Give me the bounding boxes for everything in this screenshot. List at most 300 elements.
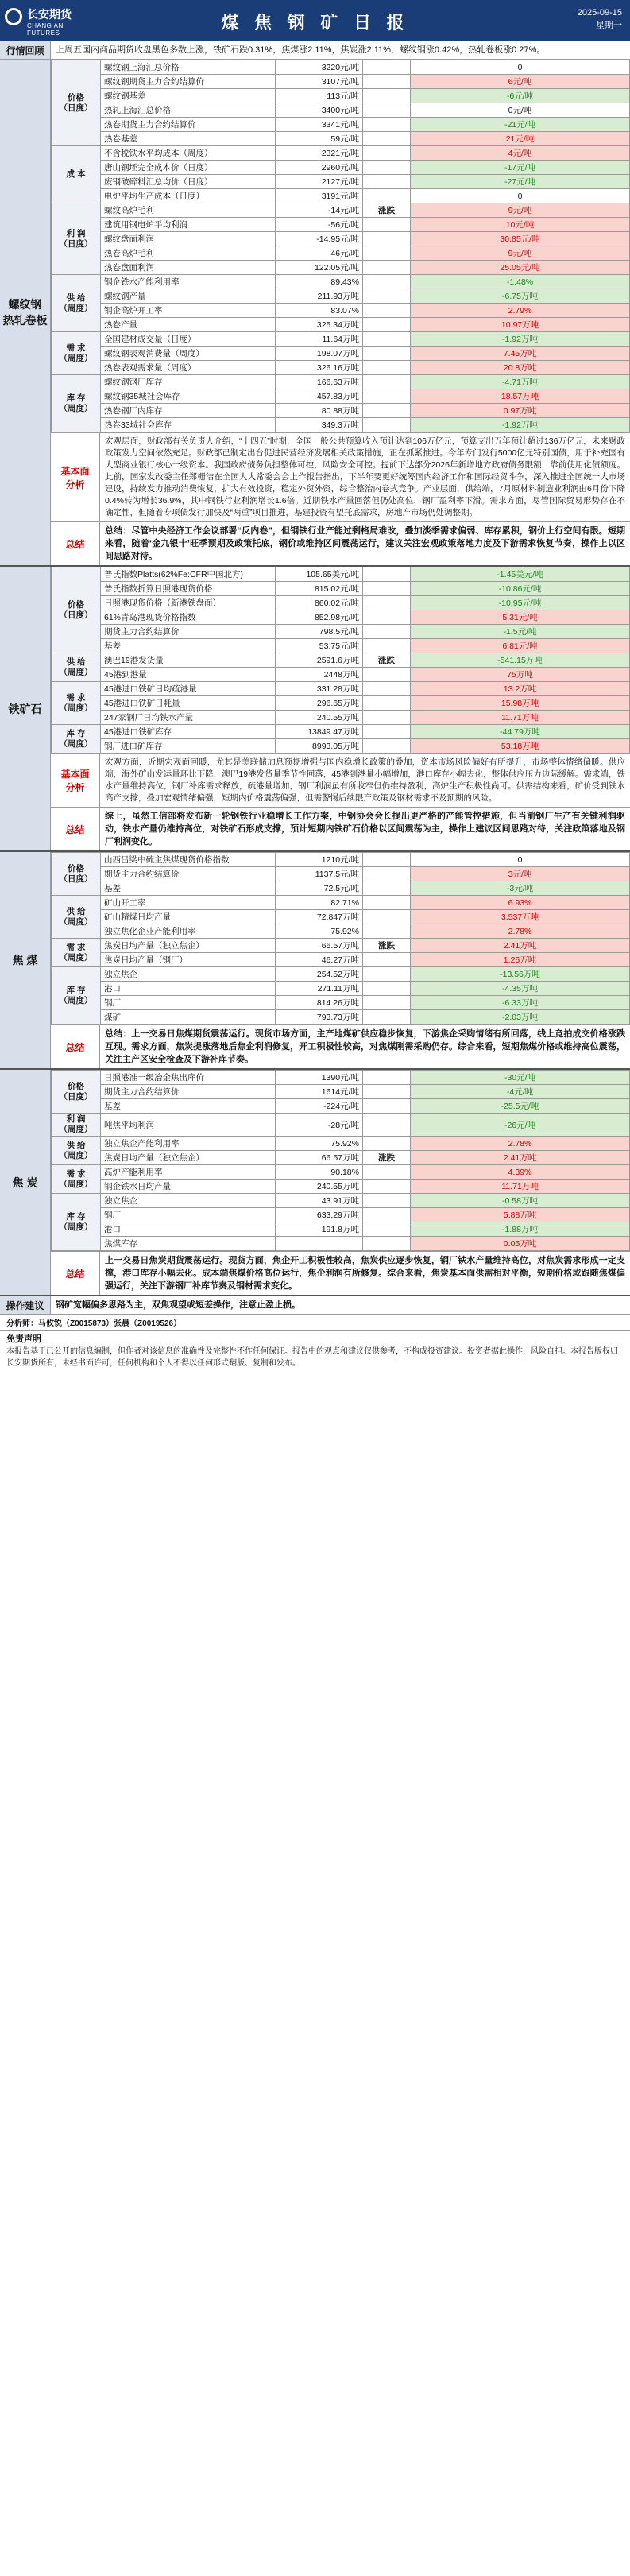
change-cell: 0 [411, 189, 630, 203]
change-cell: -27元/吨 [411, 175, 630, 189]
value-cell: 89.43% [276, 275, 363, 289]
change-cell: -13.56万吨 [411, 967, 630, 982]
indicator-cell: 热卷钢厂内库存 [101, 404, 276, 418]
indicator-cell: 普氏指数折算日照港现货价格 [101, 582, 276, 596]
value-cell: 2591.6万吨 [276, 653, 363, 668]
trend-cell [363, 232, 411, 246]
value-cell: 793.73万吨 [276, 1010, 363, 1025]
value-cell: 2448万吨 [276, 668, 363, 682]
value-cell: 66.57万吨 [276, 939, 363, 953]
trend-cell [363, 1194, 411, 1208]
indicator-cell: 电炉平均生产成本（日度） [101, 189, 276, 203]
section-label: 铁矿石 [0, 567, 51, 850]
trend-cell [363, 1099, 411, 1114]
value-cell: -56元/吨 [276, 218, 363, 232]
change-cell: -1.92万吨 [411, 332, 630, 347]
trend-cell [363, 1222, 411, 1237]
category-cell: 利 润 （日度） [52, 203, 101, 275]
table-row [52, 1099, 630, 1114]
indicator-cell: 不含税铁水平均成本（周度） [101, 146, 276, 161]
indicator-cell: 247家钢厂日均铁水产量 [101, 711, 276, 725]
indicator-cell: 建筑用钢电炉平均利润 [101, 218, 276, 232]
value-cell: 633.29万吨 [276, 1208, 363, 1222]
indicator-cell: 61%青岛港现货价格指数 [101, 610, 276, 625]
trend-cell [363, 361, 411, 375]
value-cell: 59元/吨 [276, 132, 363, 146]
value-cell: 1614元/吨 [276, 1085, 363, 1099]
disclaimer-title: 免责声明 [6, 1334, 41, 1344]
table-row [52, 132, 630, 146]
indicator-cell: 独立焦企 [101, 967, 276, 982]
value-cell: 83.07% [276, 304, 363, 318]
table-row [52, 982, 630, 996]
trend-cell [363, 1237, 411, 1251]
table-row [52, 75, 630, 89]
category-cell: 价格 （日度） [52, 567, 101, 653]
operation-advice [0, 1296, 630, 1315]
summary-block [51, 1025, 630, 1068]
indicator-cell: 期货主力合约结算价 [101, 625, 276, 639]
change-cell: 10元/吨 [411, 218, 630, 232]
value-cell: 66.57万吨 [276, 1151, 363, 1165]
value-cell: 3220元/吨 [276, 60, 363, 75]
indicator-table [51, 852, 630, 1025]
indicator-cell: 热卷33城社会库存 [101, 418, 276, 432]
change-cell: 0 [411, 60, 630, 75]
indicator-cell: 焦炭日均产量（独立焦企） [101, 939, 276, 953]
value-cell: -224元/吨 [276, 1099, 363, 1114]
table-row [52, 361, 630, 375]
category-cell: 需 求 （周度） [52, 332, 101, 375]
table-row [52, 1071, 630, 1085]
trend-cell [363, 161, 411, 175]
summary-text: 总结：上一交易日焦煤期货震荡运行。现货市场方面，主产地煤矿供应稳步恢复，下游焦企采购情绪有所回落，线上竞拍成交价格涨跌互现。需求方面，焦炭提涨落地后焦企利润修复，开工积极性较高，对焦煤刚需采购仍存。综合来看，短期焦煤价格或维持高位震荡，关注主产区安全检查及下游补库节奏。 [105, 1029, 625, 1064]
table-row [52, 910, 630, 924]
value-cell: 1210元/吨 [276, 853, 363, 867]
trend-cell: 涨跌 [363, 939, 411, 953]
trend-cell: 涨跌 [363, 653, 411, 668]
table-row [52, 60, 630, 75]
table-row [52, 924, 630, 939]
trend-cell [363, 682, 411, 696]
indicator-cell: 钢厂 [101, 1208, 276, 1222]
value-cell: 211.93万吨 [276, 289, 363, 304]
indicator-cell: 热卷盘面利润 [101, 261, 276, 275]
value-cell: 2321元/吨 [276, 146, 363, 161]
change-cell: 5.88万吨 [411, 1208, 630, 1222]
category-cell: 价格 （日度） [52, 853, 101, 896]
summary-block [51, 1251, 630, 1295]
change-cell: -26元/吨 [411, 1114, 630, 1137]
table-row [52, 939, 630, 953]
table-row [52, 275, 630, 289]
disclaimer [0, 1331, 630, 1373]
indicator-cell: 热卷产量 [101, 318, 276, 332]
trend-cell [363, 967, 411, 982]
indicator-cell: 热卷基差 [101, 132, 276, 146]
ops-text: 钢矿宽幅偏多思路为主，双焦观望或短差操作，注意止盈止损。 [56, 1300, 300, 1310]
summary-label: 总结 [51, 1252, 100, 1295]
change-cell: -21元/吨 [411, 118, 630, 132]
trend-cell [363, 289, 411, 304]
category-cell: 价格 （日度） [52, 1071, 101, 1114]
table-row [52, 881, 630, 896]
change-cell: 0.97万吨 [411, 404, 630, 418]
value-cell: 75.92% [276, 924, 363, 939]
logo-name-cn: 长安期货 [27, 8, 72, 21]
change-cell: -17元/吨 [411, 161, 630, 175]
value-cell: 271.11万吨 [276, 982, 363, 996]
indicator-cell: 热轧上海汇总价格 [101, 103, 276, 118]
change-cell: 18.57万吨 [411, 389, 630, 404]
table-row [52, 375, 630, 389]
indicator-cell: 普氏指数Platts(62%Fe:CFR中国北方) [101, 567, 276, 582]
value-cell: 240.55万吨 [276, 1180, 363, 1194]
trend-cell [363, 132, 411, 146]
analysis-label: 基本面 分析 [51, 754, 100, 807]
table-row [52, 347, 630, 361]
indicator-cell: 高炉产能利用率 [101, 1165, 276, 1180]
table-row [52, 304, 630, 318]
indicator-cell: 独立焦企产能利用率 [101, 1137, 276, 1151]
indicator-cell: 山西吕梁中硫主焦煤现货价格指数 [101, 853, 276, 867]
indicator-cell: 日照港准一级冶金焦出库价 [101, 1071, 276, 1085]
indicator-cell: 钢企铁水日均产量 [101, 1180, 276, 1194]
change-cell: -6.75万吨 [411, 289, 630, 304]
value-cell: 3107元/吨 [276, 75, 363, 89]
ops-label: 操作建议 [0, 1296, 51, 1314]
table-row [52, 1208, 630, 1222]
table-row [52, 1180, 630, 1194]
indicator-cell: 期货主力合约结算价 [101, 1085, 276, 1099]
value-cell: 166.63万吨 [276, 375, 363, 389]
change-cell: -541.15万吨 [411, 653, 630, 668]
change-cell: -44.79万吨 [411, 725, 630, 739]
commodity-section [0, 60, 630, 567]
value-cell: 198.07万吨 [276, 347, 363, 361]
change-cell: 6.81元/吨 [411, 639, 630, 653]
trend-cell [363, 318, 411, 332]
indicator-table [51, 567, 630, 753]
value-cell: -14.95元/吨 [276, 232, 363, 246]
trend-cell [363, 711, 411, 725]
change-cell: -4元/吨 [411, 1085, 630, 1099]
category-cell: 需 求 （周度） [52, 682, 101, 725]
table-row [52, 103, 630, 118]
analyst-info: 分析师：马攸锐（Z0015873）张晨（Z0019526） [0, 1315, 630, 1331]
indicator-cell: 废钢破碎料汇总均价（日度） [101, 175, 276, 189]
table-row [52, 189, 630, 203]
table-row [52, 867, 630, 881]
market-review [0, 41, 630, 60]
indicator-cell: 螺纹钢基差 [101, 89, 276, 103]
trend-cell [363, 103, 411, 118]
trend-cell [363, 418, 411, 432]
change-cell: 25.05元/吨 [411, 261, 630, 275]
trend-cell [363, 75, 411, 89]
table-row [52, 1085, 630, 1099]
table-row [52, 953, 630, 967]
summary-label: 总结 [51, 808, 100, 850]
change-cell: 2.41万吨 [411, 939, 630, 953]
change-cell: 21元/吨 [411, 132, 630, 146]
trend-cell [363, 668, 411, 682]
indicator-cell: 螺纹钢期货主力合约结算价 [101, 75, 276, 89]
change-cell: 2.41万吨 [411, 1151, 630, 1165]
change-cell: 13.2万吨 [411, 682, 630, 696]
change-cell: 3.537万吨 [411, 910, 630, 924]
summary-block [51, 521, 630, 565]
indicator-cell: 唐山钢坯完全成本价（日度） [101, 161, 276, 175]
table-row [52, 218, 630, 232]
change-cell: 15.98万吨 [411, 696, 630, 711]
indicator-cell: 钢企铁水产能利用率 [101, 275, 276, 289]
change-cell: -1.92万吨 [411, 418, 630, 432]
change-cell: 1.26万吨 [411, 953, 630, 967]
trend-cell [363, 389, 411, 404]
indicator-cell: 矿山精煤日均产量 [101, 910, 276, 924]
table-row [52, 1237, 630, 1251]
value-cell: 254.52万吨 [276, 967, 363, 982]
report-header [0, 0, 630, 41]
change-cell: -4.71万吨 [411, 375, 630, 389]
table-row [52, 175, 630, 189]
trend-cell [363, 89, 411, 103]
trend-cell [363, 1180, 411, 1194]
value-cell: 326.16万吨 [276, 361, 363, 375]
table-row [52, 653, 630, 668]
table-row [52, 261, 630, 275]
date-value: 2025-09-15 [577, 8, 622, 17]
trend-cell [363, 1010, 411, 1025]
table-row [52, 389, 630, 404]
category-cell: 供 给 （周度） [52, 1137, 101, 1165]
trend-cell [363, 696, 411, 711]
trend-cell [363, 953, 411, 967]
trend-cell [363, 567, 411, 582]
table-row [52, 404, 630, 418]
review-text: 上周五国内商品期货收盘黑色多数上涨，铁矿石跌0.31%，焦煤涨2.11%，焦炭涨2.11%，螺纹钢涨0.42%，热轧卷板涨0.27%。 [56, 45, 546, 55]
indicator-cell: 焦炭日均产量（独立焦企） [101, 1151, 276, 1165]
trend-cell [363, 996, 411, 1010]
trend-cell [363, 175, 411, 189]
category-cell: 成 本 [52, 146, 101, 203]
indicator-cell: 螺纹钢上海汇总价格 [101, 60, 276, 75]
table-row [52, 668, 630, 682]
value-cell: 8993.05万吨 [276, 739, 363, 753]
indicator-cell: 全国建材成交量（日度） [101, 332, 276, 347]
table-row [52, 1010, 630, 1025]
trend-cell [363, 1085, 411, 1099]
indicator-cell: 矿山开工率 [101, 896, 276, 910]
change-cell: -2.03万吨 [411, 1010, 630, 1025]
value-cell: 72.847万吨 [276, 910, 363, 924]
trend-cell [363, 1114, 411, 1137]
change-cell: -6.33万吨 [411, 996, 630, 1010]
trend-cell [363, 1071, 411, 1085]
change-cell: -30元/吨 [411, 1071, 630, 1085]
indicator-cell: 45港到港量 [101, 668, 276, 682]
section-label: 焦 炭 [0, 1070, 51, 1295]
change-cell: -10.95元/吨 [411, 596, 630, 610]
change-cell: -1.48% [411, 275, 630, 289]
change-cell: 6元/吨 [411, 75, 630, 89]
commodity-sections [0, 60, 630, 1296]
indicator-cell: 螺纹钢表观消费量（周度） [101, 347, 276, 361]
value-cell: 331.28万吨 [276, 682, 363, 696]
table-row [52, 596, 630, 610]
indicator-cell: 钢厂进口矿库存 [101, 739, 276, 753]
value-cell: 3191元/吨 [276, 189, 363, 203]
trend-cell [363, 375, 411, 389]
fundamental-analysis [51, 432, 630, 521]
table-row [52, 161, 630, 175]
category-cell: 需 求 （周度） [52, 939, 101, 967]
change-cell: -1.45美元/吨 [411, 567, 630, 582]
change-cell: 0 [411, 853, 630, 867]
change-cell: 2.78% [411, 1137, 630, 1151]
table-row [52, 682, 630, 696]
value-cell [276, 1237, 363, 1251]
commodity-section [0, 567, 630, 852]
indicator-cell: 螺纹钢钢厂库存 [101, 375, 276, 389]
category-cell: 价格 （日度） [52, 60, 101, 146]
value-cell: 105.65美元/吨 [276, 567, 363, 582]
trend-cell: 涨跌 [363, 203, 411, 218]
trend-cell [363, 867, 411, 881]
change-cell: 7.45万吨 [411, 347, 630, 361]
trend-cell [363, 275, 411, 289]
table-row [52, 725, 630, 739]
value-cell: 2127元/吨 [276, 175, 363, 189]
value-cell: 122.05元/吨 [276, 261, 363, 275]
change-cell: 6.93% [411, 896, 630, 910]
category-cell: 利 润 （周度） [52, 1114, 101, 1137]
summary-block [51, 807, 630, 850]
trend-cell [363, 610, 411, 625]
change-cell: 53.18万吨 [411, 739, 630, 753]
table-row [52, 567, 630, 582]
table-row [52, 146, 630, 161]
trend-cell [363, 1208, 411, 1222]
change-cell: -10.86元/吨 [411, 582, 630, 596]
table-row [52, 639, 630, 653]
table-row [52, 1114, 630, 1137]
change-cell: 5.31元/吨 [411, 610, 630, 625]
value-cell: 860.02元/吨 [276, 596, 363, 610]
category-cell: 供 给 （周度） [52, 275, 101, 332]
indicator-cell: 热卷期货主力合约结算价 [101, 118, 276, 132]
value-cell: 3341元/吨 [276, 118, 363, 132]
trend-cell [363, 1165, 411, 1180]
change-cell: 75万吨 [411, 668, 630, 682]
table-row [52, 1151, 630, 1165]
table-row [52, 89, 630, 103]
change-cell: -25.5元/吨 [411, 1099, 630, 1114]
change-cell: -0.58万吨 [411, 1194, 630, 1208]
value-cell: 72.5元/吨 [276, 881, 363, 896]
trend-cell [363, 725, 411, 739]
indicator-cell: 螺纹钢产量 [101, 289, 276, 304]
value-cell: 75.92% [276, 1137, 363, 1151]
value-cell: 1137.5元/吨 [276, 867, 363, 881]
change-cell: -3元/吨 [411, 881, 630, 896]
change-cell: 3元/吨 [411, 867, 630, 881]
change-cell: 11.71万吨 [411, 711, 630, 725]
logo-name-en: CHANG AN FUTURES [27, 22, 64, 37]
value-cell: 325.34万吨 [276, 318, 363, 332]
value-cell: 46.27万吨 [276, 953, 363, 967]
trend-cell [363, 982, 411, 996]
report-date [578, 6, 622, 32]
category-cell: 库 存 （周度） [52, 375, 101, 432]
trend-cell [363, 304, 411, 318]
trend-cell [363, 881, 411, 896]
indicator-cell: 45港进口铁矿日耗量 [101, 696, 276, 711]
indicator-cell: 吨焦平均利润 [101, 1114, 276, 1137]
indicator-cell: 港口 [101, 982, 276, 996]
indicator-cell: 45港进口铁矿库存 [101, 725, 276, 739]
table-row [52, 418, 630, 432]
indicator-cell: 钢企高炉开工率 [101, 304, 276, 318]
summary-label: 总结 [51, 522, 100, 565]
indicator-cell: 45港进口铁矿日均疏港量 [101, 682, 276, 696]
indicator-cell: 螺纹钢35城社会库存 [101, 389, 276, 404]
analysis-text: 宏观层面，财政部有关负责人介绍，“十四五”时期，全国一般公共预算收入预计达到106万亿元，预算支出五年预计超过136万亿元，未来财政政策发力空间依然充足。财政部已制定出台促进民营经济发展相关政策措施，正在抓紧推进。今年专门发行5000亿元特别国债，用于补充国有大型商业银行核心一级资本。我国政府债务负担整体可控，风险安全可控。提前下达部分2026年新增地方政府债务限额，靠前使用化债额度。此前，国家发改委主任郑栅洁在全国人大常委会会上作报告指出，下半年要更好统筹国内经济工作和国际经贸斗争，深入推进全国统一大市场建设，持续发力推动消费恢复，扩大有效投资，稳定外贸外资，综合整治内卷式竞争。产业层面，供给端，7月原材料制造业利润由6月份下降0.4%转为增长36.9%，其中钢铁行业利润增长1.6倍。近期铁水产量回落但仍处高位，钢厂盈利率下滑。需求方面，尽管国际贸易形势存在不确定性，但随着专项债发行加快及“两重”项目推进，基建投资有望托底需求，房地产市场仍处调整期。 [105, 436, 625, 517]
trend-cell [363, 404, 411, 418]
table-row [52, 232, 630, 246]
table-row [52, 711, 630, 725]
value-cell: 46元/吨 [276, 246, 363, 261]
trend-cell [363, 739, 411, 753]
table-row [52, 289, 630, 304]
value-cell: 13849.47万吨 [276, 725, 363, 739]
disclaimer-text: 本报告基于已公开的信息编制，但作者对该信息的准确性及完整性不作任何保证。报告中的观点和建议仅供参考，不构成投资建议。投资者据此操作，风险自担。本报告版权归长安期货所有，未经书面许可，任何机构和个人不得以任何形式翻版、复制和发布。 [6, 1347, 618, 1368]
table-row [52, 853, 630, 867]
table-row [52, 625, 630, 639]
table-row [52, 246, 630, 261]
value-cell: 53.75元/吨 [276, 639, 363, 653]
trend-cell: 涨跌 [363, 1151, 411, 1165]
value-cell: 82.71% [276, 896, 363, 910]
indicator-table [51, 1070, 630, 1251]
indicator-cell: 焦炭日均产量（钢厂） [101, 953, 276, 967]
indicator-cell: 钢厂 [101, 996, 276, 1010]
change-cell: 10.97万吨 [411, 318, 630, 332]
change-cell: 20.8万吨 [411, 361, 630, 375]
change-cell: -4.35万吨 [411, 982, 630, 996]
commodity-section [0, 852, 630, 1070]
indicator-cell: 基差 [101, 881, 276, 896]
trend-cell [363, 896, 411, 910]
trend-cell [363, 596, 411, 610]
value-cell: 43.91万吨 [276, 1194, 363, 1208]
value-cell: 798.5元/吨 [276, 625, 363, 639]
analysis-label: 基本面 分析 [51, 433, 100, 521]
summary-text: 综上，虽然工信部将发布新一轮钢铁行业稳增长工作方案，中钢协会会长提出更严格的产能管控措施，但当前钢厂生产有关键利润驱动，铁水产量仍维持高位，对铁矿石形成支撑，预计短期内铁矿石价格以区间震荡为主，操作上建议区间思路对待，关注政策落地及钢厂利润变化。 [105, 812, 625, 846]
trend-cell [363, 146, 411, 161]
value-cell: 90.18% [276, 1165, 363, 1180]
trend-cell [363, 189, 411, 203]
trend-cell [363, 246, 411, 261]
indicator-cell: 独立焦企 [101, 1194, 276, 1208]
change-cell: 0.05万吨 [411, 1237, 630, 1251]
indicator-cell: 螺纹高炉毛利 [101, 203, 276, 218]
change-cell: 0元/吨 [411, 103, 630, 118]
indicator-cell: 澳巴19港发货量 [101, 653, 276, 668]
category-cell: 库 存 （周度） [52, 967, 101, 1025]
value-cell: 80.88万吨 [276, 404, 363, 418]
